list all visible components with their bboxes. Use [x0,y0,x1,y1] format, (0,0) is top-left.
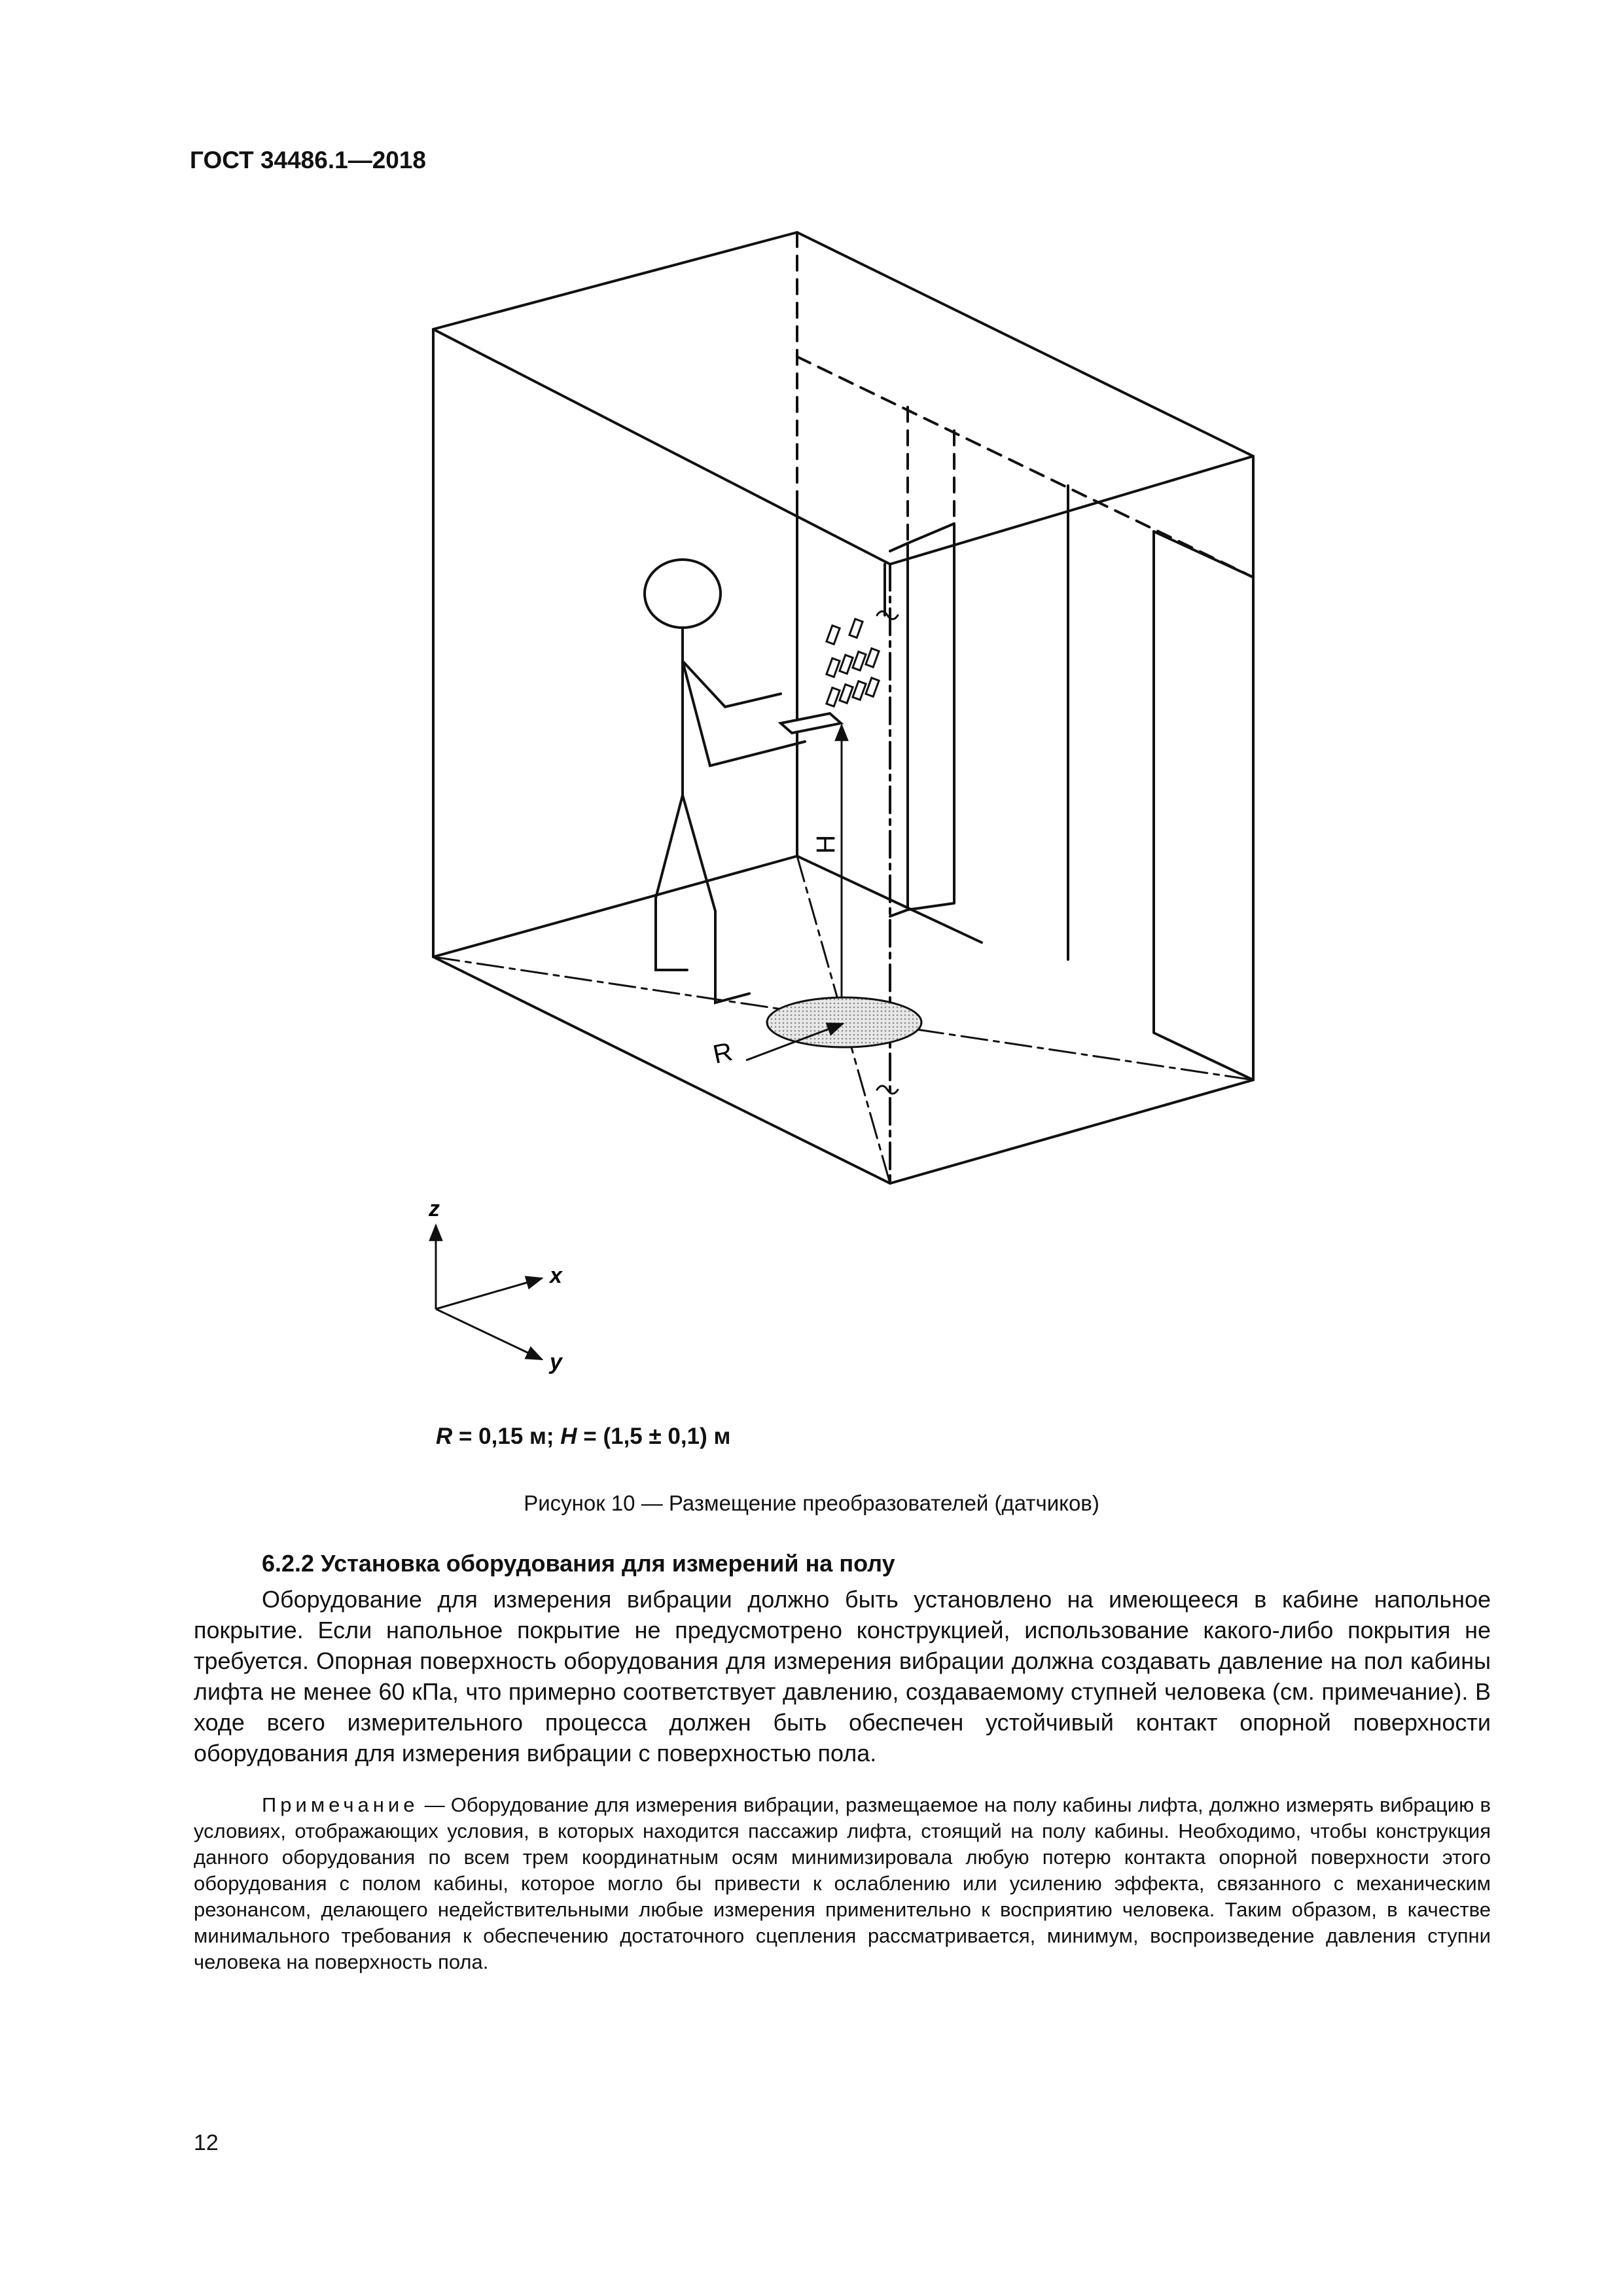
figure-caption: Рисунок 10 — Размещение преобразователей (датчиков) [524,1491,1099,1515]
person-figure [645,560,841,1003]
param-h-value: = (1,5 ± 0,1) м [577,1424,731,1449]
param-h-symbol: H [560,1424,577,1449]
label-h: H [812,834,840,854]
axis-y-label: y [550,1350,562,1374]
document-code: ГОСТ 34486.1—2018 [190,147,427,173]
section-paragraph: Оборудование для измерения вибрации должно быть установлено на имеющееся в кабине напольное покрытие. Если напольное покрытие не предусмотрено конструкцией, использование какого-либо покрытия не требуется. Опорная поверхность оборудования для измерения вибрации должна создавать давление на пол кабины лифта не менее 60 кПа, что примерно соответствует давлению, создаваемому ступней человека (см. примечание). В ходе всего измерительного процесса должен быть обеспечен устойчивый контакт опорной поверхности оборудования для измерения вибрации с поверхностью пола. [194,1586,1491,1767]
axis-z-label: z [429,1196,440,1221]
section-title: 6.2.2 Установка оборудования для измерений на полу [262,1550,895,1577]
param-r-value: = 0,15 м; [452,1424,561,1449]
button-panel-icon [827,619,879,707]
note-label: Примечание [262,1793,419,1816]
sensor-area [767,997,921,1047]
label-r: R [710,1037,736,1069]
figure-parameters [436,1424,730,1450]
axis-x-label: x [550,1263,562,1288]
page-number: 12 [194,2130,219,2155]
cabin-top-face [433,232,1253,564]
note-text: — Оборудование для измерения вибрации, размещаемое на полу кабины лифта, должно измерять вибрацию в условиях, отображающих условия, в которых находится пассажир лифта, стоящий на полу кабины. Необходимо, чтобы конструкция данного оборудования по всем трем координатным осям минимизировала любую потерю контакта опорной поверхности этого оборудования с полом кабины, которое могло бы привести к ослаблению или усилению эффекта, связанного с механическим резонансом, делающего недействительными любые измерения применительно к восприятию человека. Таким образом, в качестве минимального требования к обеспечению достаточного сцепления рассматривается, минимум, воспроизведение давления ступни человека на поверхность пола. [194,1793,1491,1973]
coordinate-axes [436,1225,542,1359]
note-block [194,1792,1491,1975]
param-r-symbol: R [436,1424,453,1449]
